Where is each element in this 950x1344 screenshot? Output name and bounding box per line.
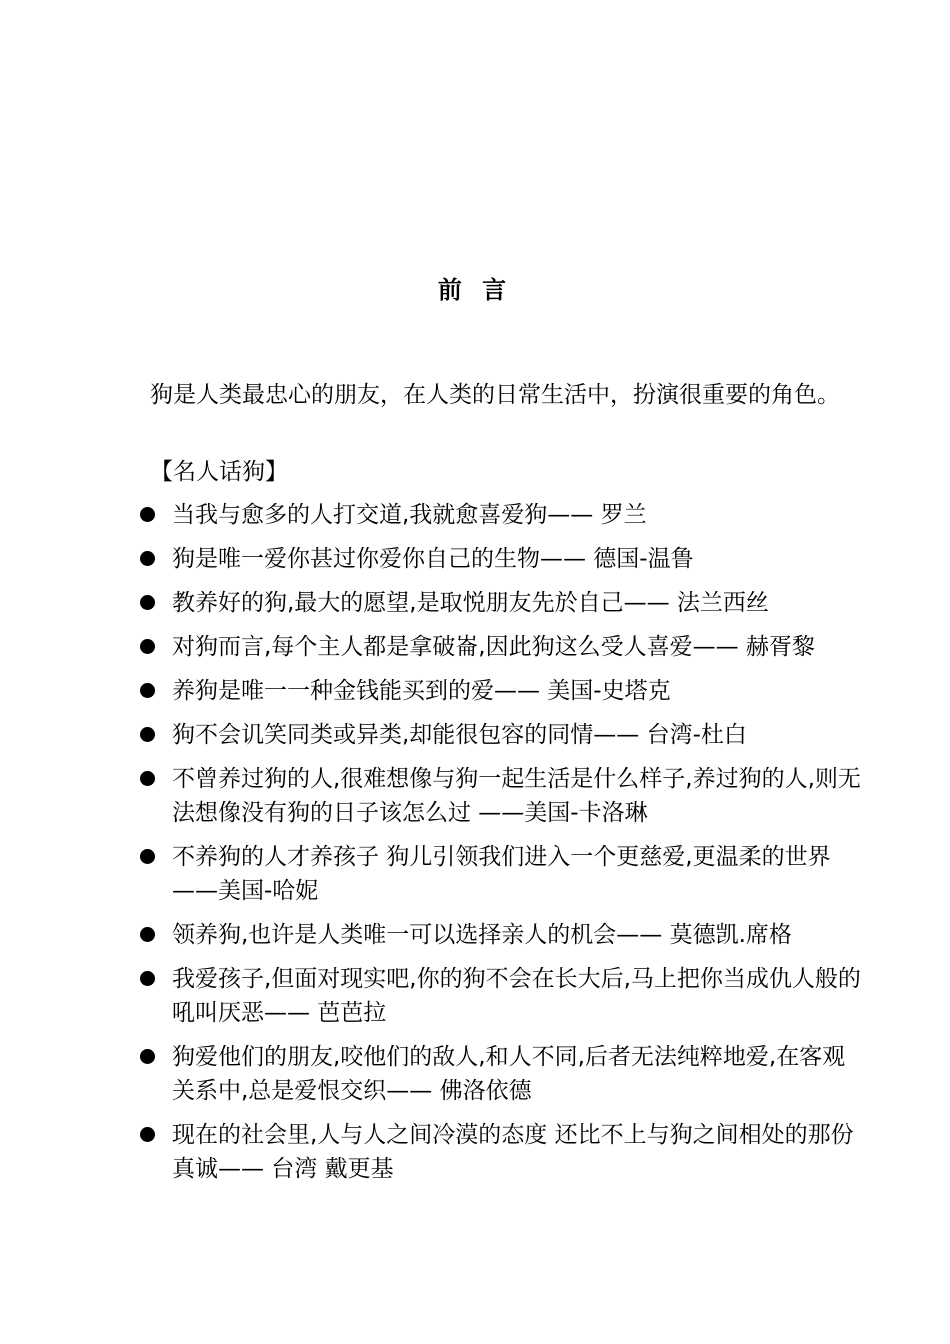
list-item <box>0 674 865 708</box>
bullet-icon <box>140 927 155 942</box>
intro-paragraph: 狗是人类最忠心的朋友，在人类的日常生活中，扮演很重要的角色。 <box>150 382 840 408</box>
quote-text: 现在的社会里,人与人之间冷漠的态度 还比不上与狗之间相处的那份真诚—— 台湾 戴更基 <box>172 1122 854 1182</box>
list-item <box>0 1118 865 1186</box>
list-item <box>0 498 865 532</box>
bullet-icon <box>140 639 155 654</box>
list-item <box>0 762 865 830</box>
bullet-icon <box>140 595 155 610</box>
bullet-icon <box>140 551 155 566</box>
bullet-icon <box>140 971 155 986</box>
list-item <box>0 918 865 952</box>
list-item <box>0 1040 865 1108</box>
bullet-icon <box>140 683 155 698</box>
list-item <box>0 542 865 576</box>
list-item <box>0 586 865 620</box>
quote-text: 对狗而言,每个主人都是拿破崙,因此狗这么受人喜爱—— 赫胥黎 <box>172 634 815 660</box>
bullet-icon <box>140 771 155 786</box>
quote-list <box>0 498 950 1196</box>
quote-text: 我爱孩子,但面对现实吧,你的狗不会在长大后,马上把你当成仇人般的吼叫厌恶—— 芭芭拉 <box>172 966 861 1026</box>
quote-text: 不曾养过狗的人,很难想像与狗一起生活是什么样子,养过狗的人,则无法想像没有狗的日子该怎么过 ——美国-卡洛琳 <box>172 766 861 826</box>
quote-text: 领养狗,也许是人类唯一可以选择亲人的机会—— 莫德凯.席格 <box>172 922 792 948</box>
bullet-icon <box>140 849 155 864</box>
quote-text: 当我与愈多的人打交道,我就愈喜爱狗—— 罗兰 <box>172 502 647 528</box>
list-item <box>0 840 865 908</box>
page-title: 前 言 <box>437 276 513 304</box>
quote-text: 教养好的狗,最大的愿望,是取悦朋友先於自己—— 法兰西丝 <box>172 590 769 616</box>
bullet-icon <box>140 1049 155 1064</box>
quote-text: 狗不会讥笑同类或异类,却能很包容的同情—— 台湾-杜白 <box>172 722 747 748</box>
bullet-icon <box>140 1127 155 1142</box>
bullet-icon <box>140 727 155 742</box>
list-item <box>0 630 865 664</box>
quote-text: 不养狗的人才养孩子 狗儿引领我们进入一个更慈爱,更温柔的世界 ——美国-哈妮 <box>172 844 831 904</box>
list-item <box>0 718 865 752</box>
bullet-icon <box>140 507 155 522</box>
quote-text: 狗爱他们的朋友,咬他们的敌人,和人不同,后者无法纯粹地爱,在客观关系中,总是爱恨交织—— 佛洛依德 <box>172 1044 846 1104</box>
section-label: 【名人话狗】 <box>150 459 288 485</box>
quote-text: 养狗是唯一一种金钱能买到的爱—— 美国-史塔克 <box>172 678 671 704</box>
list-item <box>0 962 865 1030</box>
quote-text: 狗是唯一爱你甚过你爱你自己的生物—— 德国-温鲁 <box>172 546 694 572</box>
